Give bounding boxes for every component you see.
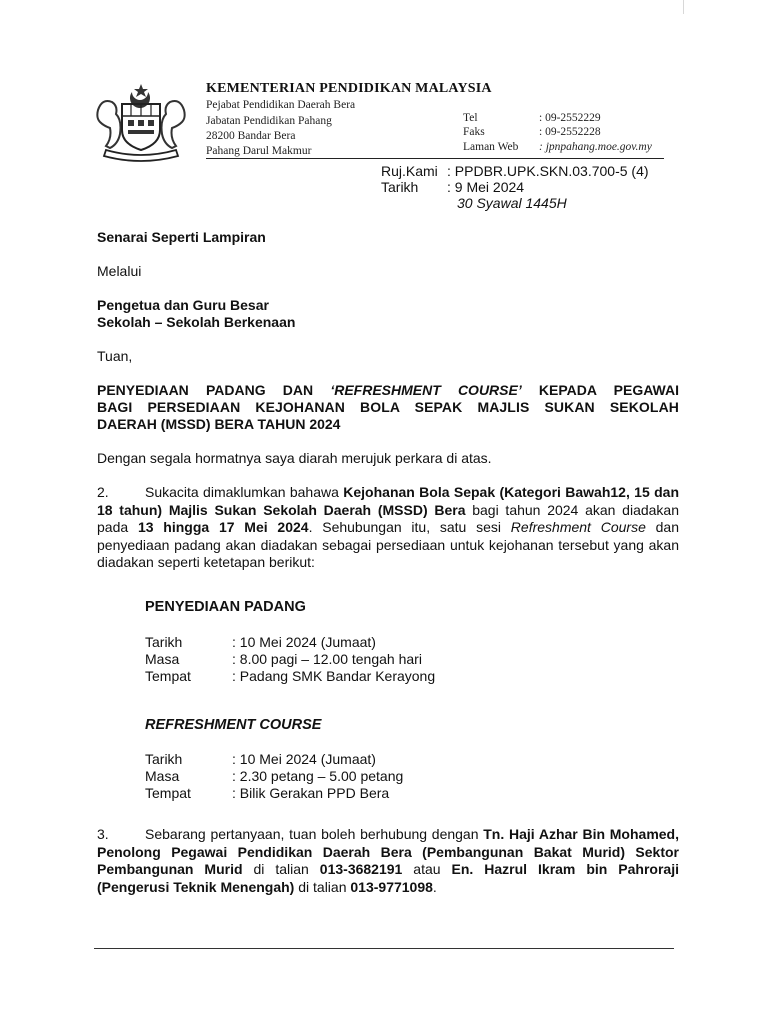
- subject-line-1: PENYEDIAAN PADANG DAN ‘REFRESHMENT COURSE’ KEPADA PEGAWAI: [97, 382, 680, 398]
- section-title: REFRESHMENT COURSE: [145, 717, 322, 733]
- field-label: Tempat: [145, 785, 191, 801]
- field-value: : 2.30 petang – 5.00 petang: [232, 768, 404, 784]
- hijri-date: 30 Syawal 1445H: [457, 195, 567, 211]
- address-line: Pejabat Pendidikan Daerah Bera: [206, 99, 356, 111]
- recipient-list: Senarai Seperti Lampiran: [97, 229, 266, 245]
- field-label: Tempat: [145, 668, 191, 684]
- address-line: 28200 Bandar Bera: [206, 130, 296, 142]
- field-value: : Padang SMK Bandar Kerayong: [232, 668, 436, 684]
- tel-label: Tel: [463, 112, 478, 124]
- ref-label: Ruj.Kami: [381, 163, 438, 179]
- date-value: : 9 Mei 2024: [447, 179, 525, 195]
- date-label: Tarikh: [381, 179, 419, 195]
- tel-value: : 09-2552229: [539, 112, 601, 124]
- field-value: : 10 Mei 2024 (Jumaat): [232, 751, 376, 767]
- footer-divider: [94, 948, 674, 949]
- paragraph-number: 2.: [97, 484, 109, 500]
- malaysia-coat-of-arms-icon: [92, 82, 190, 162]
- fax-value: : 09-2552228: [539, 126, 601, 138]
- recipient-title: Pengetua dan Guru Besar: [97, 297, 269, 313]
- fax-label: Faks: [463, 126, 485, 138]
- via-label: Melalui: [97, 263, 142, 279]
- subject-line-2: BAGI PERSEDIAAN KEJOHANAN BOLA SEPAK MAJLIS SUKAN SEKOLAH: [97, 399, 679, 415]
- field-value: : 10 Mei 2024 (Jumaat): [232, 634, 376, 650]
- ministry-name: KEMENTERIAN PENDIDIKAN MALAYSIA: [206, 81, 492, 96]
- intro-paragraph: Dengan segala hormatnya saya diarah merujuk perkara di atas.: [97, 450, 492, 466]
- address-line: Jabatan Pendidikan Pahang: [206, 115, 332, 127]
- header-divider: [206, 158, 664, 159]
- subject-line-3: DAERAH (MSSD) BERA TAHUN 2024: [97, 416, 341, 432]
- field-value: : Bilik Gerakan PPD Bera: [232, 785, 390, 801]
- website-value: : jpnpahang.moe.gov.my: [539, 141, 652, 153]
- recipient-schools: Sekolah – Sekolah Berkenaan: [97, 314, 296, 330]
- salutation: Tuan,: [97, 348, 133, 364]
- field-value: : 8.00 pagi – 12.00 tengah hari: [232, 651, 422, 667]
- ref-value: : PPDBR.UPK.SKN.03.700-5 (4): [447, 163, 649, 179]
- address-line: Pahang Darul Makmur: [206, 145, 312, 157]
- field-label: Masa: [145, 768, 180, 784]
- paragraph-2: 2. Sukacita dimaklumkan bahawa Kejohanan Bola Sepak (Kategori Bawah12, 15 dan 18 tahun) Majlis Sukan Sekolah Daerah (MSSD) Bera bagi tahun 2024 akan diadakan pada 13 hingga 17 Mei 2024. Sehubungan itu, satu sesi Refreshment Course dan penyediaan padang akan diadakan sebagai persediaan untuk kejohanan tersebut yang akan diadakan seperti ketetapan berikut:: [97, 484, 680, 570]
- paragraph-3: 3. Sebarang pertanyaan, tuan boleh berhubung dengan Tn. Haji Azhar Bin Mohamed, Penolong Pegawai Pendidikan Daerah Bera (Pembangunan Bakat Murid) Sektor Pembangunan Murid di talian 013-3682191 atau En. Hazrul Ikram bin Pahroraji (Pengerusi Teknik Menengah) di talian 013-9771098.: [97, 826, 679, 895]
- paragraph-number: 3.: [97, 826, 109, 842]
- field-label: Masa: [145, 651, 180, 667]
- field-label: Tarikh: [145, 634, 183, 650]
- scan-edge-mark: [683, 0, 684, 14]
- section-title: PENYEDIAAN PADANG: [145, 599, 306, 615]
- field-label: Tarikh: [145, 751, 183, 767]
- website-label: Laman Web: [463, 141, 519, 153]
